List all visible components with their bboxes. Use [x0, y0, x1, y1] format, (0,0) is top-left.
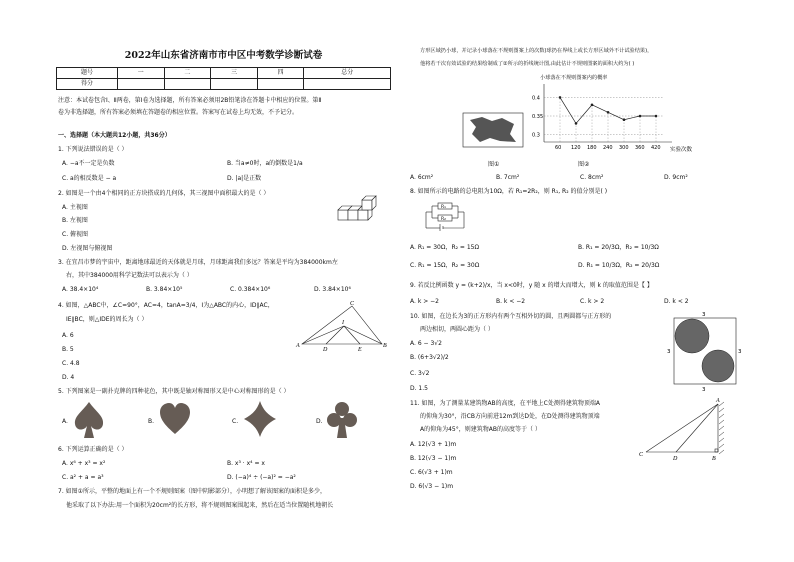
question-2-option-d[interactable]: D. 左视图与俯视图 — [62, 245, 113, 252]
label-i: I — [342, 320, 344, 326]
data-point — [591, 104, 594, 107]
data-point — [623, 118, 626, 121]
label-a: A — [296, 343, 300, 349]
table-cell: 得分 — [57, 79, 118, 90]
question-1-option-b[interactable]: B. 当a≠0时，a的倒数是1/a — [227, 160, 303, 167]
table-cell: 四 — [257, 68, 304, 79]
question-6-option-c[interactable]: C. a² + a = a³ — [62, 474, 104, 481]
question-2-option-c[interactable]: C. 俯视图 — [62, 231, 89, 238]
score-table — [56, 67, 391, 90]
question-7-continued: 方形区域扔小球，并记录小球落在不规则图案上的次数(球扔在界线上或长方形区域外不计试验结果)， — [420, 48, 653, 54]
label-r1: R₁ — [441, 205, 446, 210]
table-row — [57, 68, 391, 79]
question-5-stem: 5. 下列图案是一副扑克牌的四种花色，其中既是轴对称图形又是中心对称图形的是（ ） — [58, 388, 290, 395]
question-9-option-c[interactable]: C. k > 2 — [580, 298, 605, 305]
section-heading: 一、选择题（本大题共12小题，共36分） — [58, 132, 171, 139]
chart-title: 小球落在不规则图案内的概率 — [540, 75, 608, 81]
question-10-option-b[interactable]: B. (6+3√2)/2 — [410, 354, 449, 361]
question-5-option-c[interactable]: C. — [232, 418, 239, 425]
figure-2-label: 图② — [578, 161, 590, 168]
question-3-stem: 右，其中384000用科学记数法可以表示为（ ） — [66, 272, 193, 279]
y-tick-label: 0.35 — [532, 114, 544, 120]
table-cell — [164, 79, 211, 90]
label-b: B — [712, 456, 716, 462]
page-title: 2022年山东省济南市市中区中考数学诊断试卷 — [124, 50, 323, 61]
question-7-option-d[interactable]: D. 9cm² — [664, 174, 688, 181]
table-cell: 二 — [164, 68, 211, 79]
question-1-option-a[interactable]: A. −a不一定是负数 — [62, 160, 115, 167]
side-label: 3 — [738, 349, 742, 355]
y-tick-label: 0.3 — [532, 132, 540, 139]
label-a: A — [716, 398, 720, 404]
question-6-option-d[interactable]: D. (−a)⁴ ÷ (−a)² = −a² — [227, 474, 296, 481]
x-tick-label: 180 — [587, 145, 597, 151]
figure-1-label: 图① — [488, 161, 500, 168]
question-7-option-c[interactable]: C. 8cm² — [580, 174, 604, 181]
data-point — [559, 96, 562, 99]
data-point — [575, 122, 578, 125]
label-d: D — [323, 347, 328, 353]
question-9-option-a[interactable]: A. k > −2 — [410, 298, 439, 305]
question-11-option-c[interactable]: C. 6(√3 + 1)m — [410, 469, 453, 476]
label-d: D — [673, 456, 678, 462]
question-11-option-a[interactable]: A. 12(√3 + 1)m — [410, 441, 457, 448]
table-cell: 总分 — [304, 68, 391, 79]
question-8-option-c[interactable]: C. R₁ = 15Ω，R₂ = 30Ω — [410, 262, 480, 269]
question-11-stem: 11. 如图，为了测量某建筑物AB的高度，在平地上C处测得建筑物顶端A — [410, 400, 600, 407]
spade-icon — [72, 400, 106, 440]
question-9-option-d[interactable]: D. k < 2 — [664, 298, 689, 305]
question-8-option-b[interactable]: B. R₁ = 20/3Ω，R₂ = 10/3Ω — [578, 244, 659, 251]
label-b: B — [383, 343, 387, 349]
x-axis-label: 实验次数 — [670, 147, 693, 153]
question-8-option-d[interactable]: D. R₁ = 10/3Ω，R₂ = 20/3Ω — [578, 262, 660, 269]
question-4-option-b[interactable]: B. 5 — [62, 346, 74, 353]
side-label: 3 — [667, 349, 671, 355]
table-cell: 三 — [211, 68, 258, 79]
table-cell: 题号 — [57, 68, 118, 79]
label-r2: R₂ — [441, 217, 446, 222]
square-circles-figure — [664, 310, 744, 392]
question-3-option-b[interactable]: B. 3.84×10⁵ — [146, 286, 183, 293]
question-10-option-c[interactable]: C. 3√2 — [410, 370, 430, 377]
question-1-option-c[interactable]: C. a的相反数是 − a — [62, 175, 117, 182]
question-9-option-b[interactable]: B. k < −2 — [496, 298, 526, 305]
question-2-option-a[interactable]: A. 主视图 — [62, 204, 88, 211]
question-6-option-b[interactable]: B. x³ · x⁴ = x — [227, 460, 265, 467]
question-4-stem: 4. 如图，△ABC中，∠C=90°，AC=4，tanA=3/4，I为△ABC的内心，ID∥AC， — [58, 302, 274, 309]
data-point — [655, 115, 658, 118]
side-label: 3 — [702, 387, 706, 393]
cube-stack-figure — [336, 194, 384, 226]
label-e: E — [358, 347, 362, 353]
x-tick-label: 420 — [651, 145, 661, 151]
side-label: 3 — [702, 312, 706, 318]
table-cell — [118, 79, 165, 90]
question-7-option-b[interactable]: B. 7cm² — [496, 174, 520, 181]
circuit-figure — [424, 200, 468, 232]
question-6-option-a[interactable]: A. x⁶ + x³ = x² — [62, 460, 106, 467]
question-4-option-a[interactable]: A. 6 — [62, 332, 74, 339]
x-tick-label: 60 — [555, 145, 562, 151]
question-3-stem: 3. 在宜昌市梦的宇宙中，距离地球最近的天体就是月球，月球距离我们多远？答案是平均为384000km左 — [58, 259, 338, 266]
question-6-stem: 6. 下列运算正确的是（ ） — [58, 446, 128, 453]
question-10-stem: 两边相切，两圆心距为（ ） — [420, 326, 494, 333]
question-7-stem: 他采取了以下办法:用一个面积为20cm²的长方形，将不规则图案围起来，然后在适当位置随机地朝长 — [66, 502, 334, 509]
question-11-option-b[interactable]: B. 12(√3 − 1)m — [410, 455, 457, 462]
question-11-stem: A的仰角为45°，则建筑物AB的高度等于（ ） — [420, 426, 541, 433]
question-3-option-c[interactable]: C. 0.384×10⁶ — [230, 286, 271, 293]
question-1-stem: 1. 下列说法错误的是（ ） — [58, 146, 128, 153]
building-angle-figure — [636, 398, 740, 464]
question-7-stem: 7. 如图①所示，平整的地面上有一个不规则图案（图中阴影部分），小明想了解该图案的面积是多少， — [58, 488, 327, 495]
question-4-stem: IE∥BC，则△IDE的周长为（ ） — [66, 316, 148, 323]
triangle-figure — [296, 300, 388, 352]
question-11-option-d[interactable]: D. 6(√3 − 1)m — [410, 483, 454, 490]
note-line: 卷为非选择题，所有答案必须填在答题卷的相应位置。答案写在试卷上均无效，不予记分。 — [58, 109, 299, 116]
irregular-pattern-figure — [462, 112, 524, 148]
question-2-stem: 2. 如图是一个由4个相同的正方块搭成的几何体，其三视图中面积最大的是（ ） — [58, 190, 270, 197]
question-4-option-d[interactable]: D. 4 — [62, 374, 75, 381]
table-cell: 一 — [118, 68, 165, 79]
question-2-option-b[interactable]: B. 左视图 — [62, 217, 88, 224]
label-c: C — [350, 301, 355, 307]
question-5-option-d[interactable]: D. — [316, 418, 323, 425]
question-11-stem: 的仰角为30°，沿CB方向前进12m到达D处，在D处测得建筑物顶端 — [420, 413, 600, 420]
club-icon — [325, 400, 359, 440]
question-4-option-c[interactable]: C. 4.8 — [62, 360, 80, 367]
table-row — [57, 79, 391, 90]
question-8-option-a[interactable]: A. R₁ = 30Ω，R₂ = 15Ω — [410, 244, 480, 251]
x-tick-label: 120 — [571, 145, 581, 151]
question-8-stem: 8. 如图所示的电路的总电阻为10Ω，若 R₁=2R₂，则 R₁, R₂ 的值分别是( ) — [410, 188, 608, 195]
question-7-continued: 他将若干次有效试验的结果绘制成了②所示的折线统计图,由此估计不规则图案的面积大约为( ) — [420, 61, 635, 67]
question-3-option-a[interactable]: A. 38.4×10⁴ — [62, 286, 99, 293]
x-tick-label: 360 — [635, 145, 645, 151]
y-tick-label: 0.4 — [532, 95, 540, 102]
note-line: 注意：本试卷包含Ⅰ、Ⅱ两卷，第Ⅰ卷为选择题，所有答案必须用2B铅笔涂在答题卡中相应的位置。第Ⅱ — [58, 97, 322, 104]
data-point — [607, 111, 610, 114]
question-5-option-a[interactable]: A. — [62, 418, 68, 425]
question-10-stem: 10. 如图，在边长为3的正方形内有两个互相外切的圆，且两圆都与正方形的 — [410, 313, 612, 320]
table-cell — [304, 79, 391, 90]
diamond-icon — [243, 400, 277, 438]
question-5-option-b[interactable]: B. — [148, 418, 155, 425]
question-9-stem: 9. 若反比例函数 y = (k+2)/x，当 x<0时，y 随 x 的增大而增大，则 k 的取值范围是【 】 — [410, 282, 653, 289]
question-3-option-d[interactable]: D. 3.84×10⁶ — [314, 286, 351, 293]
heart-icon — [158, 402, 192, 436]
question-10-option-d[interactable]: D. 1.5 — [410, 385, 428, 392]
data-point — [639, 115, 642, 118]
question-1-option-d[interactable]: D. |a|是正数 — [227, 175, 262, 182]
question-7-option-a[interactable]: A. 6cm² — [410, 174, 434, 181]
probability-line-chart — [524, 84, 694, 156]
label-c: C — [639, 452, 644, 458]
x-tick-label: 300 — [619, 145, 629, 151]
question-10-option-a[interactable]: A. 6 − 3√2 — [410, 340, 442, 347]
x-tick-label: 240 — [603, 145, 613, 151]
table-cell — [257, 79, 304, 90]
table-cell — [211, 79, 258, 90]
